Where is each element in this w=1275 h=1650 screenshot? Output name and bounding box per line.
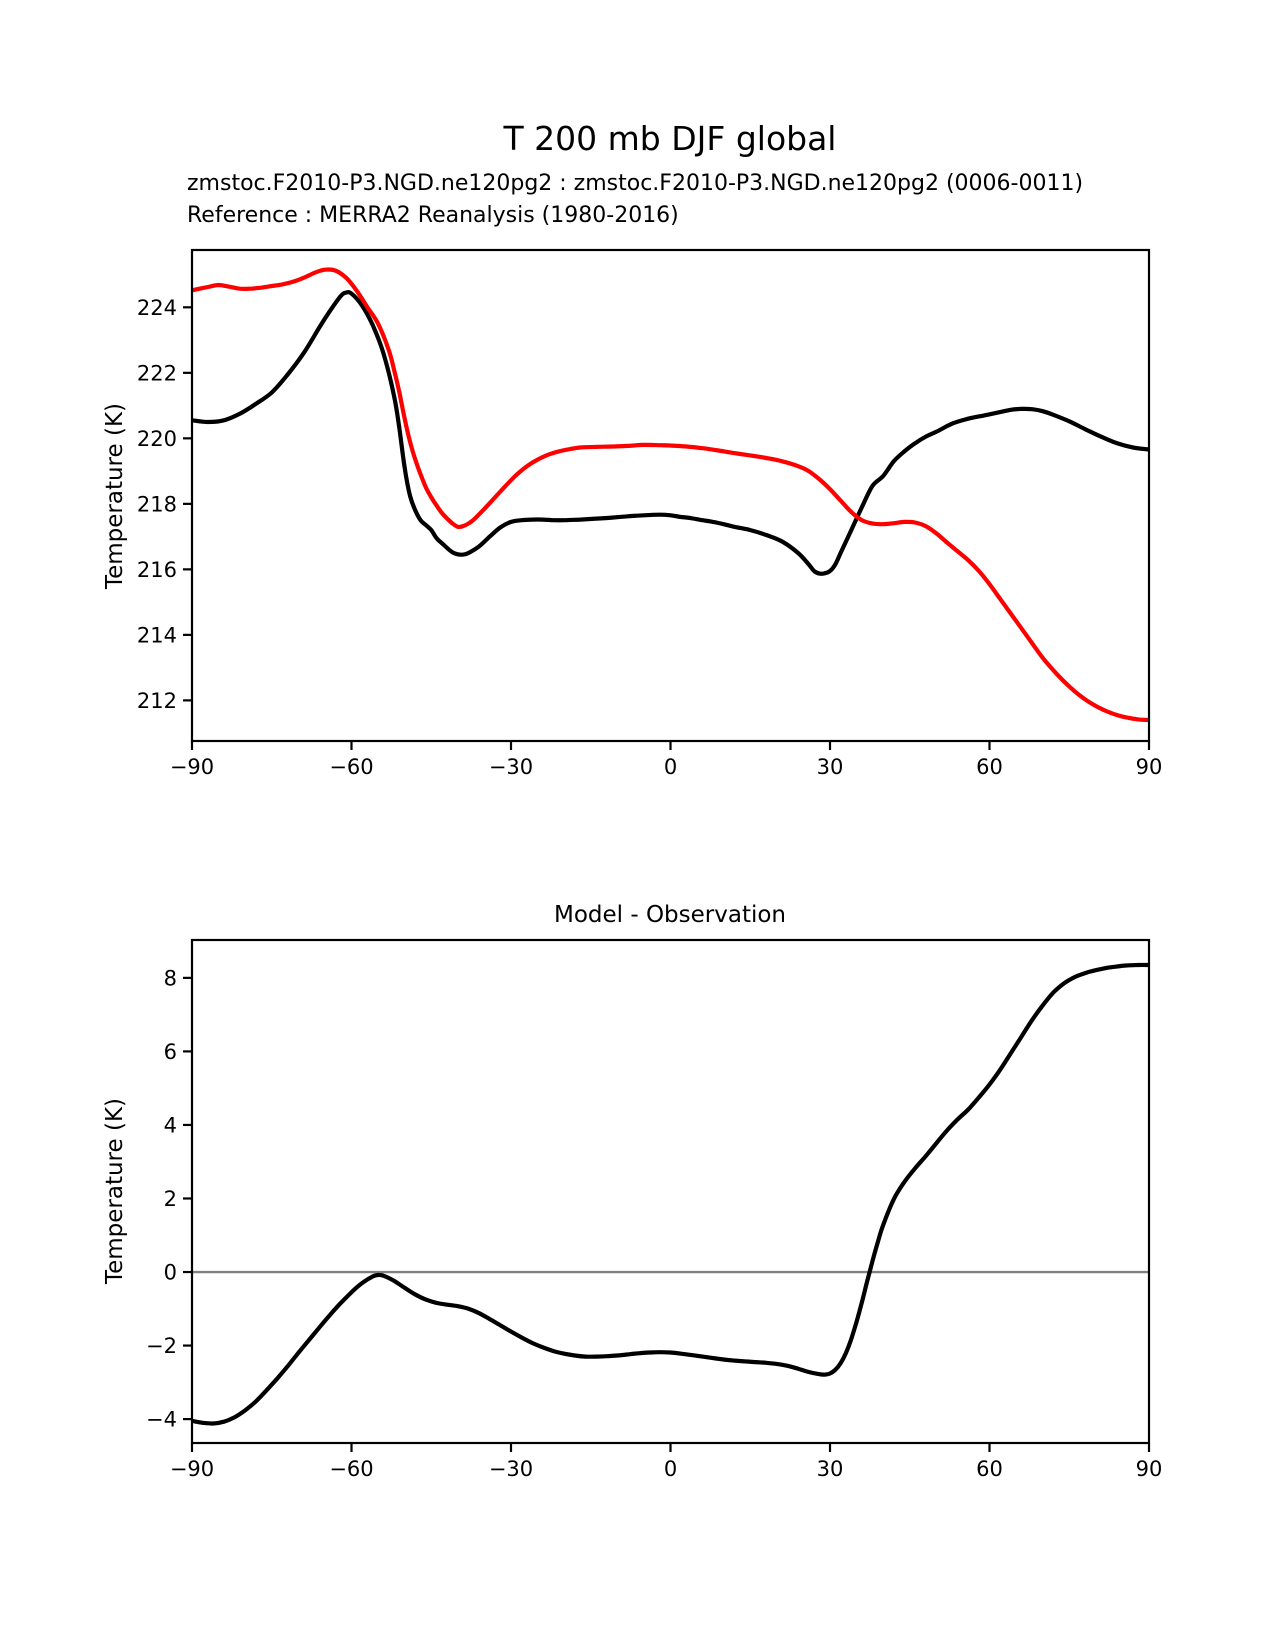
x-tick-label: −90: [169, 755, 215, 779]
y-tick-label: 222: [136, 361, 177, 386]
y-tick-label: 8: [163, 966, 177, 991]
y-tick-label: 224: [136, 295, 177, 320]
x-tick-label: 30: [816, 1457, 844, 1481]
chart-0: [137, 250, 1162, 779]
difference-curve: [192, 965, 1149, 1424]
y-tick-label: 0: [163, 1260, 177, 1285]
charts-layer: [137, 250, 1162, 1481]
x-tick-label: −30: [488, 755, 534, 779]
y-tick-label: 218: [136, 492, 177, 517]
axes-frame: [192, 940, 1149, 1443]
x-tick-label: 90: [1135, 755, 1163, 779]
x-tick-label: −30: [488, 1457, 534, 1481]
y-tick-label: 212: [136, 688, 177, 713]
x-tick-label: 0: [663, 1457, 678, 1481]
x-tick-label: 30: [816, 755, 844, 779]
axes-frame: [192, 250, 1149, 741]
x-tick-label: −60: [329, 755, 374, 779]
bottom-ylabel: Temperature (K): [102, 1097, 128, 1285]
chart-1: [146, 940, 1162, 1481]
bottom-chart-title: Model - Observation: [553, 902, 787, 928]
y-tick-label: 4: [163, 1113, 177, 1138]
x-tick-label: 60: [976, 755, 1003, 779]
figure-title: T 200 mb DJF global: [503, 119, 837, 158]
reference-curve: [192, 269, 1149, 720]
y-tick-label: −2: [146, 1334, 177, 1359]
y-tick-label: 2: [163, 1186, 177, 1211]
x-tick-label: −60: [329, 1457, 374, 1481]
y-tick-label: 220: [136, 426, 177, 451]
model-curve: [192, 292, 1149, 574]
y-tick-label: 216: [136, 557, 177, 582]
subtitle-reference: Reference : MERRA2 Reanalysis (1980-2016): [187, 203, 679, 228]
x-tick-label: 0: [663, 755, 678, 779]
x-tick-label: 90: [1135, 1457, 1163, 1481]
subtitle-model: zmstoc.F2010-P3.NGD.ne120pg2 : zmstoc.F2010-P3.NGD.ne120pg2 (0006-0011): [187, 171, 1084, 196]
y-tick-label: 6: [163, 1039, 177, 1064]
y-tick-label: −4: [146, 1407, 177, 1432]
top-ylabel: Temperature (K): [102, 402, 128, 590]
y-tick-label: 214: [136, 623, 177, 648]
x-tick-label: −90: [169, 1457, 215, 1481]
x-tick-label: 60: [976, 1457, 1003, 1481]
